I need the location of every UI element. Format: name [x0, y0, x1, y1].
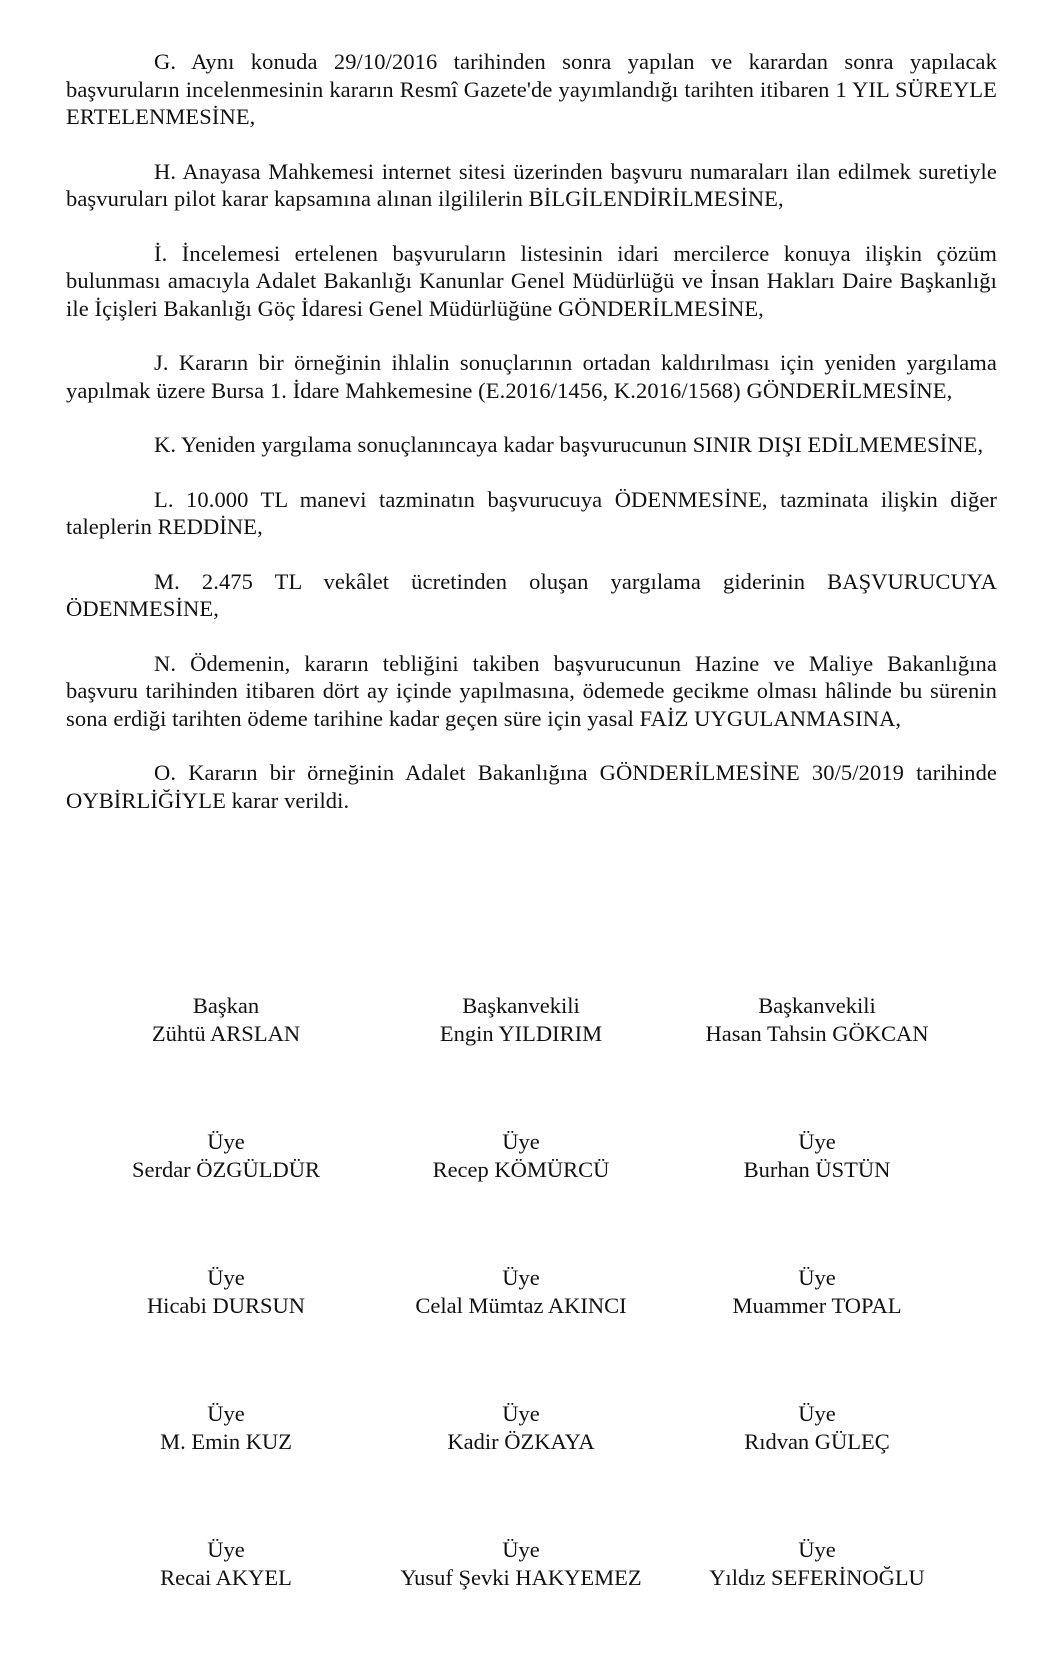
paragraph-letter: N. [154, 650, 177, 676]
signature-vice-president [361, 992, 681, 1048]
paragraph-text: Ödemenin, kararın tebliğini takiben başvurucunun Hazine ve Maliye Bakanlığına başvuru tarihinden itibaren dört ay içinde yapılmasına, ödemede gecikme olması hâlinde bu sürenin sona erdiği tarihten ödeme tarihine kadar geçen süre için yasal FAİZ UYGULANMASINA, [66, 650, 997, 731]
paragraph-letter: İ. [154, 240, 168, 266]
signature-role: Başkanvekili [758, 993, 876, 1018]
signature-role: Üye [502, 1401, 540, 1426]
paragraph-text: İncelemesi ertelenen başvuruların listesinin idari mercilerce konuya ilişkin çözüm bulunması amacıyla Adalet Bakanlığı Kanunlar Genel Müdürlüğü ve İnsan Hakları Daire Başkanlığı ile İçişleri Bakanlığı Göç İdaresi Genel Müdürlüğüne GÖNDERİLMESİNE, [66, 240, 997, 321]
signature-name: Recep KÖMÜRCÜ [432, 1157, 610, 1182]
signature-row [0, 992, 1063, 1128]
signature-role: Üye [207, 1401, 245, 1426]
paragraph-o [66, 759, 997, 814]
signature-member [657, 1264, 977, 1320]
signature-role: Başkan [192, 993, 260, 1018]
paragraph-k [66, 431, 997, 459]
paragraph-letter: K. [154, 432, 177, 457]
signature-name: Zühtü ARSLAN [151, 1021, 301, 1046]
signature-name: Muammer TOPAL [732, 1293, 902, 1318]
signature-member [66, 1536, 386, 1592]
signature-row [0, 1400, 1063, 1536]
paragraph-g [66, 48, 997, 131]
paragraph-letter: G. [154, 49, 177, 74]
signature-name: Rıdvan GÜLEÇ [744, 1429, 890, 1454]
signature-name: Serdar ÖZGÜLDÜR [131, 1157, 321, 1182]
paragraph-text: Kararın bir örneğinin ihlalin sonuçlarının ortadan kaldırılması için yeniden yargılama yapılmak üzere Bursa 1. İdare Mahkemesine (E.2016/1456, K.2016/1568) GÖNDERİLMESİNE, [66, 350, 997, 403]
paragraph-j [66, 349, 997, 404]
signature-role: Üye [207, 1537, 245, 1562]
signature-member [657, 1536, 977, 1592]
signature-role: Üye [798, 1129, 836, 1154]
paragraph-letter: J. [154, 350, 169, 375]
signature-member [66, 1400, 386, 1456]
paragraph-i [66, 240, 997, 323]
signature-role: Üye [502, 1129, 540, 1154]
paragraph-text: 10.000 TL manevi tazminatın başvurucuya ÖDENMESİNE, tazminata ilişkin diğer taleplerin REDDİNE, [66, 486, 997, 539]
signature-name: Engin YILDIRIM [439, 1021, 603, 1046]
signature-role: Üye [207, 1265, 245, 1290]
signature-role: Üye [798, 1401, 836, 1426]
signature-role: Üye [502, 1537, 540, 1562]
signature-member [361, 1128, 681, 1184]
decision-body [66, 48, 997, 814]
paragraph-text: 2.475 TL vekâlet ücretinden oluşan yargılama giderinin BAŞVURUCUYA ÖDENMESİNE, [66, 568, 997, 621]
signature-name: M. Emin KUZ [160, 1429, 292, 1454]
paragraph-letter: H. [154, 158, 177, 184]
paragraph-text: Anayasa Mahkemesi internet sitesi üzerinden başvuru numaraları ilan edilmek suretiyle başvuruları pilot karar kapsamına alınan ilgililerin BİLGİLENDİRİLMESİNE, [66, 158, 997, 211]
signature-name: Burhan ÜSTÜN [743, 1157, 891, 1182]
signature-member [657, 1400, 977, 1456]
signature-row [0, 1536, 1063, 1672]
signature-member [361, 1264, 681, 1320]
signature-member [361, 1536, 681, 1592]
signature-name: Hicabi DURSUN [146, 1293, 306, 1318]
paragraph-letter: L. [154, 486, 174, 512]
signature-row [0, 1128, 1063, 1264]
signature-name: Celal Mümtaz AKINCI [415, 1293, 627, 1318]
signature-role: Üye [798, 1537, 836, 1562]
signature-vice-president [657, 992, 977, 1048]
paragraph-n [66, 650, 997, 733]
paragraph-m [66, 568, 997, 623]
signature-president [66, 992, 386, 1048]
signature-role: Başkanvekili [462, 993, 580, 1018]
signature-name: Yıldız SEFERİNOĞLU [709, 1565, 925, 1590]
paragraph-text: Aynı konuda 29/10/2016 tarihinden sonra yapılan ve karardan sonra yapılacak başvuruların incelenmesinin kararın Resmî Gazete'de yayımlandığı tarihten itibaren 1 YIL SÜREYLE ERTELENMESİNE, [66, 49, 997, 129]
signature-member [66, 1264, 386, 1320]
signature-block [0, 992, 1063, 1672]
signature-member [66, 1128, 386, 1184]
signature-name: Recai AKYEL [160, 1565, 292, 1590]
signature-name: Kadir ÖZKAYA [447, 1429, 595, 1454]
signature-role: Üye [798, 1265, 836, 1290]
paragraph-text: Yeniden yargılama sonuçlanıncaya kadar başvurucunun SINIR DIŞI EDİLMEMESİNE, [180, 432, 984, 457]
signature-member [361, 1400, 681, 1456]
signature-member [657, 1128, 977, 1184]
signature-row [0, 1264, 1063, 1400]
paragraph-letter: O. [154, 760, 177, 785]
paragraph-text: Kararın bir örneğinin Adalet Bakanlığına GÖNDERİLMESİNE 30/5/2019 tarihinde OYBİRLİĞİYLE karar verildi. [66, 760, 998, 813]
signature-role: Üye [502, 1265, 540, 1290]
signature-name: Yusuf Şevki HAKYEMEZ [400, 1565, 642, 1590]
paragraph-l [66, 486, 997, 541]
signature-name: Hasan Tahsin GÖKCAN [705, 1021, 929, 1046]
signature-role: Üye [207, 1129, 245, 1154]
paragraph-letter: M. [154, 568, 180, 594]
paragraph-h [66, 158, 997, 213]
